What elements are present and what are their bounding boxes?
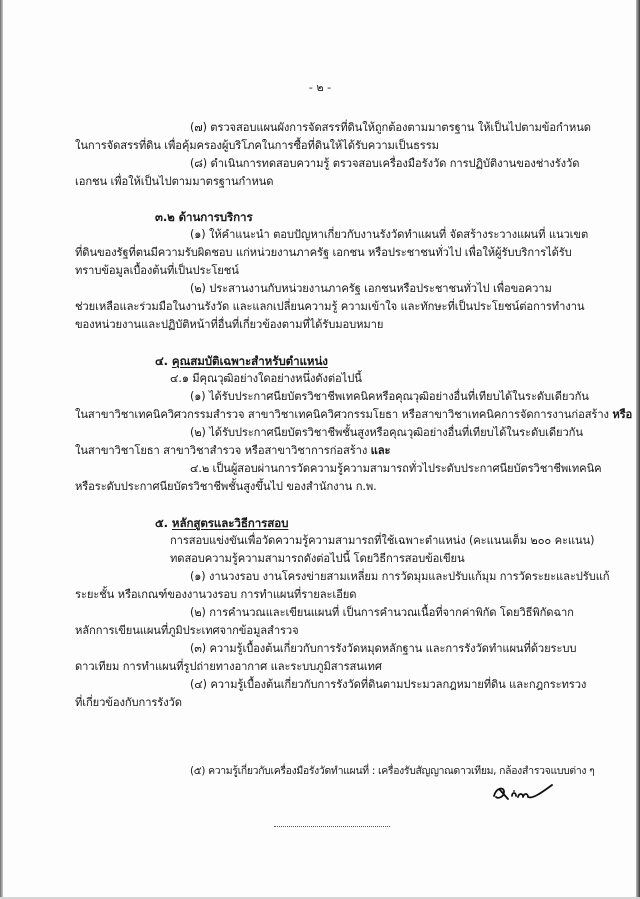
s5-item-3-line-2: ดาวเทียม การทำแผนที่รูปถ่ายทางอากาศ และระบบภูมิสารสนเทศ <box>75 660 382 673</box>
sub41-item-2-text: ในสาขาวิชาโยธา สาขาวิชาสำรวจ หรือสาขาวิชาการก่อสร้าง <box>75 444 368 457</box>
item-7-line-2: ในการจัดสรรที่ดิน เพื่อคุ้มครองผู้บริโภคในการซื้อที่ดินให้ได้รับความเป็นธรรม <box>75 139 439 152</box>
s5-item-4-line-1: (๔) ความรู้เบื้องต้นเกี่ยวกับการรังวัดที่ดินตามประมวลกฎหมายที่ดิน และกฎกระทรวง <box>190 678 587 691</box>
sub41-item-2-line-1: (๒) ได้รับประกาศนียบัตรวิชาชีพชั้นสูงหรือคุณวุฒิอย่างอื่นที่เทียบได้ในระดับเดียวกัน <box>190 426 583 439</box>
s5-item-1-line-2: ระยะชั้น หรือเกณฑ์ของงานวงรอบ การทำแผนที่รายละเอียด <box>75 588 357 601</box>
sub41-item-1-text: ในสาขาวิชาเทคนิควิศวกรรมสำรวจ สาขาวิชาเทคนิควิศวกรรมโยธา หรือสาขาวิชาเทคนิคการจัดการงานก่อสร้าง <box>75 408 609 421</box>
sub32-item-1-line-2: ที่ดินของรัฐที่ตนมีความรับผิดชอบ แก่หน่วยงานภาครัฐ เอกชน หรือประชาชนทั่วไป เพื่อให้ผู้รับบริการได้รับ <box>75 246 572 259</box>
section-4-title: คุณสมบัติเฉพาะสำหรับตำแหน่ง <box>171 354 328 368</box>
s5-item-2-line-2: หลักการเขียนแผนที่ภูมิประเทศจากข้อมูลสำรวจ <box>75 624 299 637</box>
section-5-number: ๕. <box>155 516 168 530</box>
section-4-heading <box>155 354 328 368</box>
s5-item-5-line-1: (๕) ความรู้เกี่ยวกับเครื่องมือรังวัดทำแผนที่ : เครื่องรับสัญญาณดาวเทียม, กล้องสำรวจแบบต่าง ๆ <box>190 765 595 777</box>
sub32-item-2-line-3: ของหน่วยงานและปฏิบัติหน้าที่อื่นที่เกี่ยวข้องตามที่ได้รับมอบหมาย <box>75 318 384 331</box>
section-5-intro-1: การสอบแข่งขันเพื่อวัดความรู้ความสามารถที่ใช้เฉพาะตำแหน่ง (คะแนนเต็ม ๒๐๐ คะแนน) <box>170 534 595 547</box>
sub41-item-2-conjunction: และ <box>370 444 391 457</box>
sub41-item-1-line-2 <box>75 408 632 422</box>
sub32-item-1-line-1: (๑) ให้คำแนะนำ ตอบปัญหาเกี่ยวกับงานรังวัดทำแผนที่ จัดสร้างระวางแผนที่ แนวเขต <box>190 228 589 241</box>
scan-edge-right <box>636 0 640 899</box>
s5-item-3-line-1: (๓) ความรู้เบื้องต้นเกี่ยวกับการรังวัดหมุดหลักฐาน และการรังวัดทำแผนที่ด้วยระบบ <box>190 642 577 655</box>
sub41-item-1-conjunction: หรือ <box>612 408 633 421</box>
sub41-line: ๔.๑ มีคุณวุฒิอย่างใดอย่างหนึ่งดังต่อไปนี้ <box>170 372 362 385</box>
sub41-item-1-line-1: (๑) ได้รับประกาศนียบัตรวิชาชีพเทคนิคหรือคุณวุฒิอย่างอื่นที่เทียบได้ในระดับเดียวกัน <box>190 390 589 403</box>
s5-item-1-line-1: (๑) งานวงรอบ งานโครงข่ายสามเหลี่ยม การวัดมุมและปรับแก้มุม การวัดระยะและปรับแก้ <box>190 570 610 583</box>
item-8-line-2: เอกชน เพื่อให้เป็นไปตามมาตรฐานกำหนด <box>75 175 274 188</box>
sub32-item-1-line-3: ทราบข้อมูลเบื้องต้นที่เป็นประโยชน์ <box>75 264 239 277</box>
section-4-number: ๔. <box>155 354 168 368</box>
sub42-line-1: ๔.๒ เป็นผู้สอบผ่านการวัดความรู้ความสามารถทั่วไประดับประกาศนียบัตรวิชาชีพเทคนิค <box>190 462 602 475</box>
section-5-intro-2: ทดสอบความรู้ความสามารถดังต่อไปนี้ โดยวิธีการสอบข้อเขียน <box>170 552 465 565</box>
item-7-line-1: (๗) ตรวจสอบแผนผังการจัดสรรที่ดินให้ถูกต้องตามมาตรฐาน ให้เป็นไปตามข้อกำหนด <box>190 121 591 134</box>
s5-item-2-line-1: (๒) การคำนวณและเขียนแผนที่ เป็นการคำนวณเนื้อที่จากค่าพิกัด โดยวิธีพิกัดฉาก <box>190 606 574 619</box>
item-8-line-1: (๘) ดำเนินการทดสอบความรู้ ตรวจสอบเครื่องมือรังวัด การปฏิบัติงานของช่างรังวัด <box>190 157 580 170</box>
subsection-3-2-heading: ๓.๒ ด้านการบริการ <box>155 210 253 224</box>
section-5-heading <box>155 516 288 530</box>
end-of-page-dotted-line <box>274 826 390 827</box>
sub42-line-2: หรือระดับประกาศนียบัตรวิชาชีพชั้นสูงขึ้นไป ของสำนักงาน ก.พ. <box>75 480 377 493</box>
section-5-title: หลักสูตรและวิธีการสอบ <box>171 516 289 530</box>
signature-icon <box>490 782 556 804</box>
s5-item-4-line-2: ที่เกี่ยวข้องกับการรังวัด <box>75 696 182 709</box>
page-number: - ๒ - <box>308 81 332 94</box>
sub41-item-2-line-2 <box>75 444 390 458</box>
sub32-item-2-line-1: (๒) ประสานงานกับหน่วยงานภาครัฐ เอกชนหรือประชาชนทั่วไป เพื่อขอความ <box>190 282 552 295</box>
sub32-item-2-line-2: ช่วยเหลือและร่วมมือในงานรังวัด และแลกเปลี่ยนความรู้ ความเข้าใจ และทักษะที่เป็นประโยชน์ต่อการทำงาน <box>75 300 585 313</box>
scan-edge-left <box>0 0 3 899</box>
